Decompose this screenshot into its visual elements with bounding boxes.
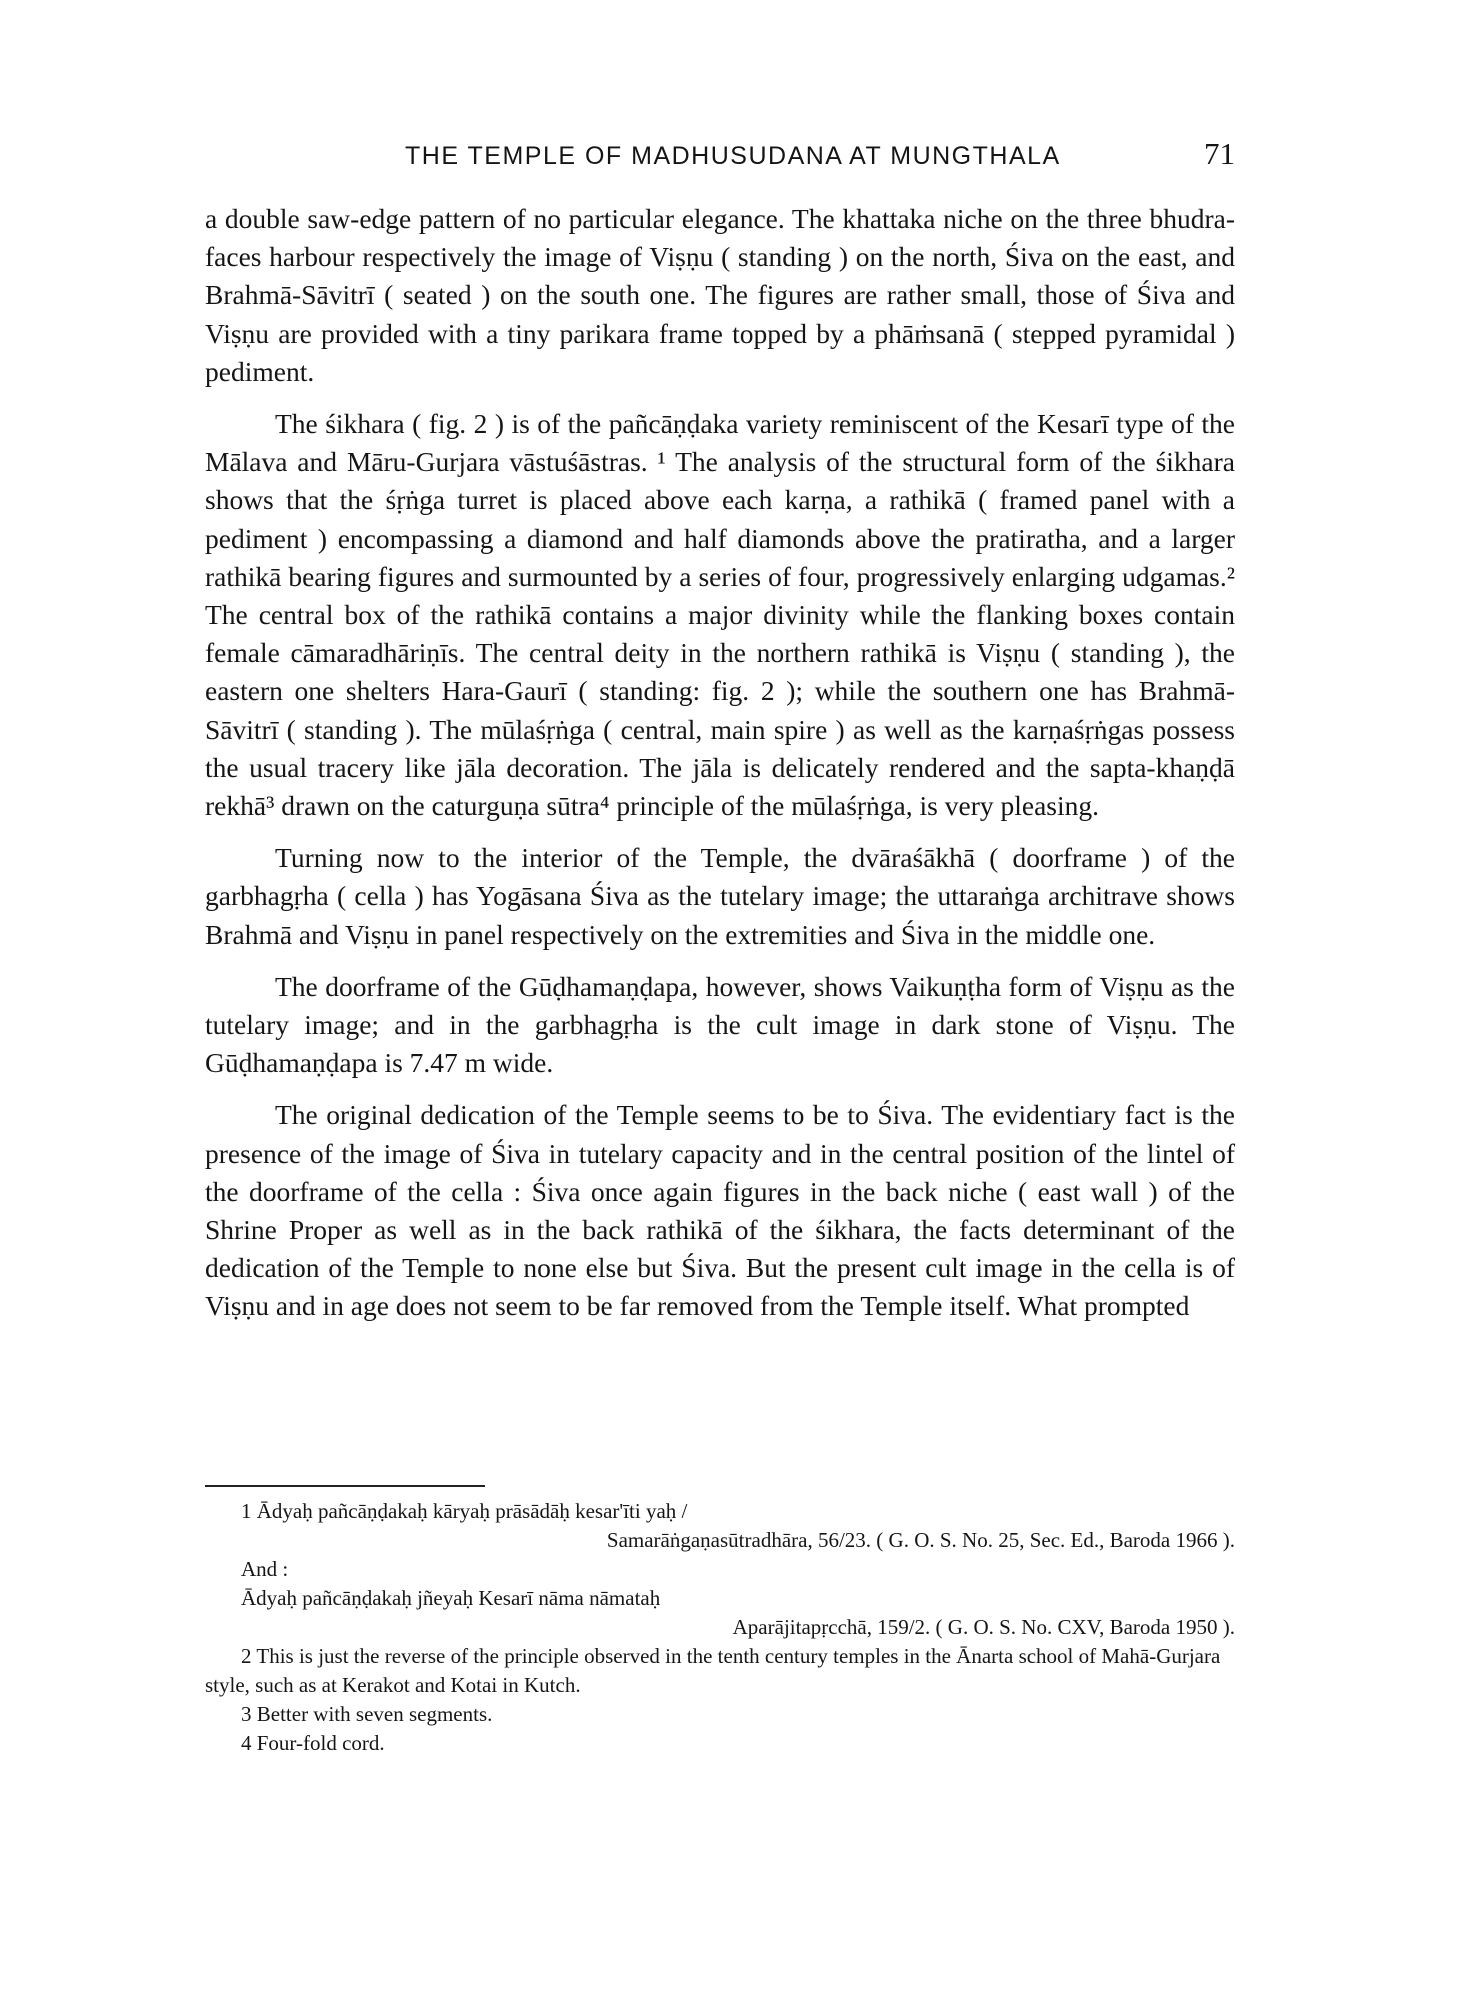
running-title: THE TEMPLE OF MADHUSUDANA AT MUNGTHALA (405, 142, 1061, 170)
footnote-2: 2 This is just the reverse of the principle observed in the tenth century temples in the Ānarta school of Mahā-Gurjara style, such as at Kerakot and Kotai in Kutch. (205, 1644, 1221, 1697)
paragraph-3: Turning now to the interior of the Temple, the dvāraśākhā ( doorframe ) of the garbhagṛha ( cella ) has Yogāsana Śiva as the tutelary image; the uttaraṅga architrave shows Brahmā and Viṣṇu in panel respectively on the extremities and Śiva in the middle one. (205, 842, 1235, 950)
footnote-3: 3 Better with seven segments. (241, 1702, 493, 1726)
page-number: 71 (1204, 136, 1235, 171)
footnote-4: 4 Four-fold cord. (241, 1731, 385, 1755)
footnote-divider (205, 1485, 485, 1487)
paragraph-5: The original dedication of the Temple seems to be to Śiva. The evidentiary fact is the presence of the image of Śiva in tutelary capacity and in the central position of the lintel of the doorframe of the cella : Śiva once again figures in the back niche ( east wall ) of the Shrine Proper as well as in the back rathikā of the śikhara, the facts determinant of the dedication of the Temple to none else but Śiva. But the present cult image in the cella is of Viṣṇu and in age does not seem to be far removed from the Temple itself. What prompted (205, 1099, 1235, 1322)
body-text (205, 200, 1235, 1340)
footnote-1-source-2: Aparājitapṛcchā, 159/2. ( G. O. S. No. CXV, Baroda 1950 ). (732, 1615, 1235, 1639)
page-header (205, 136, 1235, 180)
footnote-1-verse-1: 1 Ādyaḥ pañcāṇḍakaḥ kāryaḥ prāsādāḥ kesar'īti yaḥ / (241, 1499, 688, 1523)
footnote-1-and: And : (241, 1557, 289, 1581)
footnote-1-source-1: Samarāṅgaṇasūtradhāra, 56/23. ( G. O. S. No. 25, Sec. Ed., Baroda 1966 ). (606, 1528, 1235, 1552)
footnotes (205, 1497, 1235, 1758)
footnote-1-verse-2: Ādyaḥ pañcāṇḍakaḥ jñeyaḥ Kesarī nāma nāmataḥ (241, 1586, 661, 1610)
paragraph-4: The doorframe of the Gūḍhamaṇḍapa, however, shows Vaikuṇṭha form of Viṣṇu as the tutelary image; and in the garbhagṛha is the cult image in dark stone of Viṣṇu. The Gūḍhamaṇḍapa is 7.47 m wide. (205, 970, 1235, 1079)
paragraph-2: The śikhara ( fig. 2 ) is of the pañcāṇḍaka variety reminiscent of the Kesarī type of the Mālava and Māru-Gurjara vāstuśāstras. ¹ The analysis of the structural form of the śikhara shows that the śṛṅga turret is placed above each karṇa, a rathikā ( framed panel with a pediment ) encompassing a diamond and half diamonds above the pratiratha, and a larger rathikā bearing figures and surmounted by a series of four, progressively enlarging udgamas.² The central box of the rathikā contains a major divinity while the flanking boxes contain female cāmaradhāriṇīs. The central deity in the northern rathikā is Viṣṇu ( standing ), the eastern one shelters Hara-Gaurī ( standing: fig. 2 ); while the southern one has Brahmā-Sāvitrī ( standing ). The mūlaśṛṅga ( central, main spire ) as well as the karṇaśṛṅgas possess the usual tracery like jāla decoration. The jāla is delicately rendered and the sapta-khaṇḍā rekhā³ drawn on the caturguṇa sūtra⁴ principle of the mūlaśṛṅga, is very pleasing. (205, 408, 1235, 822)
paragraph-1: a double saw-edge pattern of no particular elegance. The khattaka niche on the three bhudra-faces harbour respectively the image of Viṣṇu ( standing ) on the north, Śiva on the east, and Brahmā-Sāvitrī ( seated ) on the south one. The figures are rather small, those of Śiva and Viṣṇu are provided with a tiny parikara frame topped by a phāṁsanā ( stepped pyramidal ) pediment. (205, 203, 1235, 387)
